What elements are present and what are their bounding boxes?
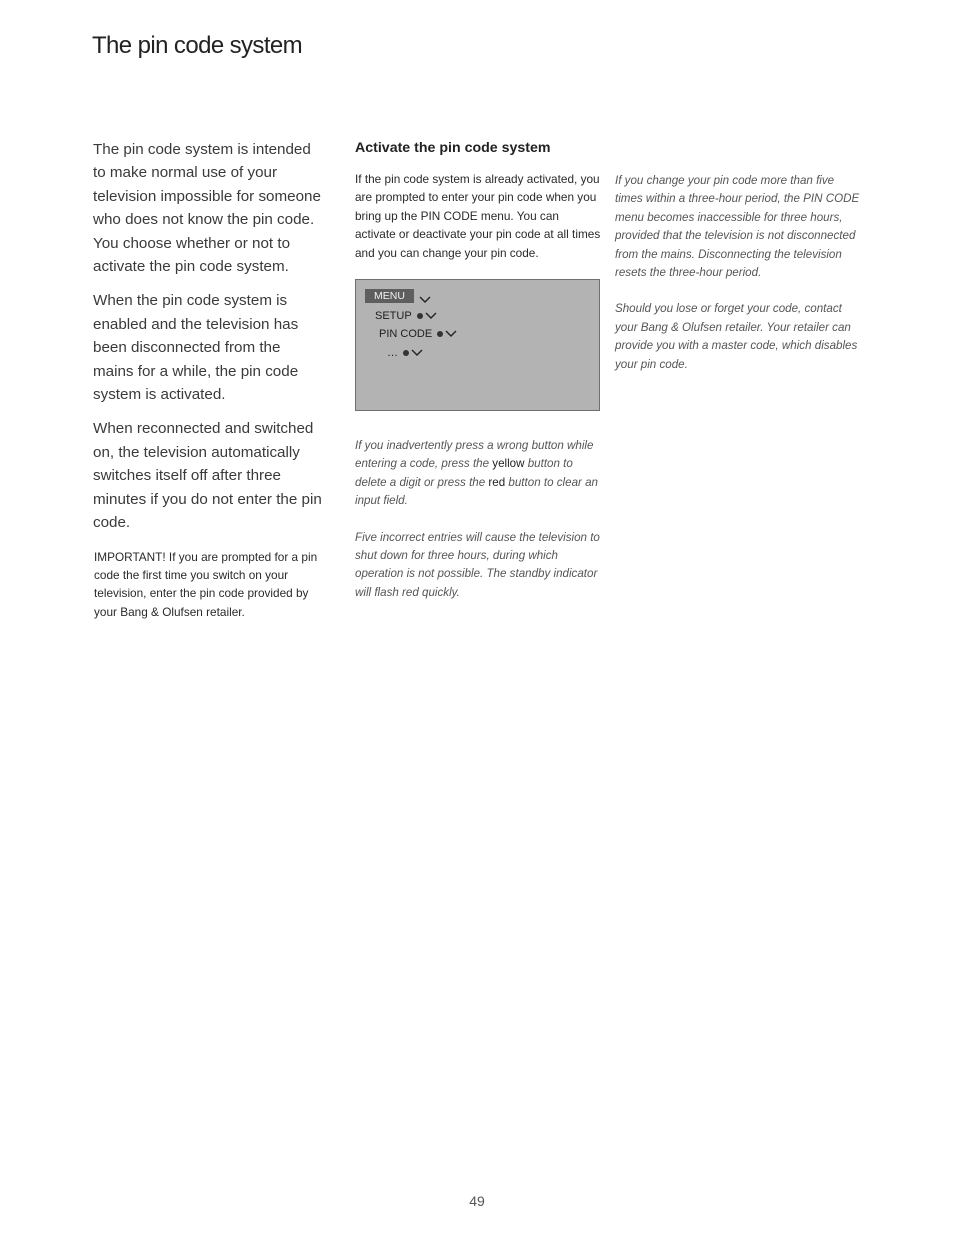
yellow-button-word: yellow bbox=[492, 457, 525, 471]
menu-row-pincode bbox=[379, 328, 457, 340]
menu-row-menu bbox=[365, 287, 431, 305]
red-button-word: red bbox=[488, 475, 506, 489]
lost-code-note: Should you lose or forget your code, contact your Bang & Olufsen retailer. Your retailer can provide you with a master code, which disables your pin code. bbox=[615, 302, 858, 371]
notes-column bbox=[615, 172, 865, 392]
intro-paragraph: The pin code system is intended to make normal use of your television impossible for someone who does not know the pin code. You choose whether or not to activate the pin code system. bbox=[93, 141, 321, 276]
menu-badge: MENU bbox=[365, 289, 414, 303]
section-heading: Activate the pin code system bbox=[355, 140, 551, 156]
setup-label: SETUP bbox=[375, 310, 412, 323]
activate-instructions: If the pin code system is already activated, you are prompted to enter your pin code when you bring up the PIN CODE menu. You can activate or deactivate your pin code at all times and you can change your pin code. bbox=[355, 172, 601, 260]
note-text: button to clear an input field. bbox=[355, 475, 598, 508]
intro-paragraph: When reconnected and switched on, the television automatically switches itself off after three minutes if you do not enter the pin code. bbox=[93, 420, 322, 532]
pincode-label: PIN CODE bbox=[379, 328, 433, 341]
chevron-down-icon bbox=[411, 348, 423, 358]
wrong-button-note bbox=[355, 437, 601, 511]
tv-menu-illustration bbox=[355, 279, 600, 411]
incorrect-entries-note: Five incorrect entries will cause the television to shut down for three hours, during which operation is not possible. The standby indicator will flash red quickly. bbox=[355, 530, 600, 599]
chevron-down-icon bbox=[419, 295, 431, 305]
note-text: If you inadvertently press a wrong button while entering a code, press the bbox=[355, 439, 594, 471]
page-title: The pin code system bbox=[92, 32, 303, 59]
intro-column bbox=[93, 138, 325, 621]
note-text: button to delete a digit or press the bbox=[355, 457, 573, 489]
menu-row-ellipsis bbox=[387, 347, 423, 359]
intro-paragraph: When the pin code system is enabled and the television has been disconnected from the mains for a while, the pin code system is activated. bbox=[93, 292, 299, 404]
ellipsis-label: … bbox=[387, 347, 398, 360]
bullet-icon bbox=[437, 331, 443, 337]
bullet-icon bbox=[417, 313, 423, 319]
activate-column bbox=[355, 138, 601, 620]
menu-row-setup bbox=[375, 310, 437, 322]
important-note: IMPORTANT! If you are prompted for a pin code the first time you switch on your television, enter the pin code provided by your Bang & Olufsen retailer. bbox=[94, 549, 318, 619]
chevron-down-icon bbox=[425, 311, 437, 321]
page-number: 49 bbox=[469, 1193, 485, 1209]
bullet-icon bbox=[403, 350, 409, 356]
change-pincode-note: If you change your pin code more than five times within a three-hour period, the PIN CODE menu becomes inaccessible for three hours, provided that the television is not disconnected from the mains. Disconnecting the television resets the three-hour period. bbox=[615, 174, 860, 280]
chevron-down-icon bbox=[445, 329, 457, 339]
